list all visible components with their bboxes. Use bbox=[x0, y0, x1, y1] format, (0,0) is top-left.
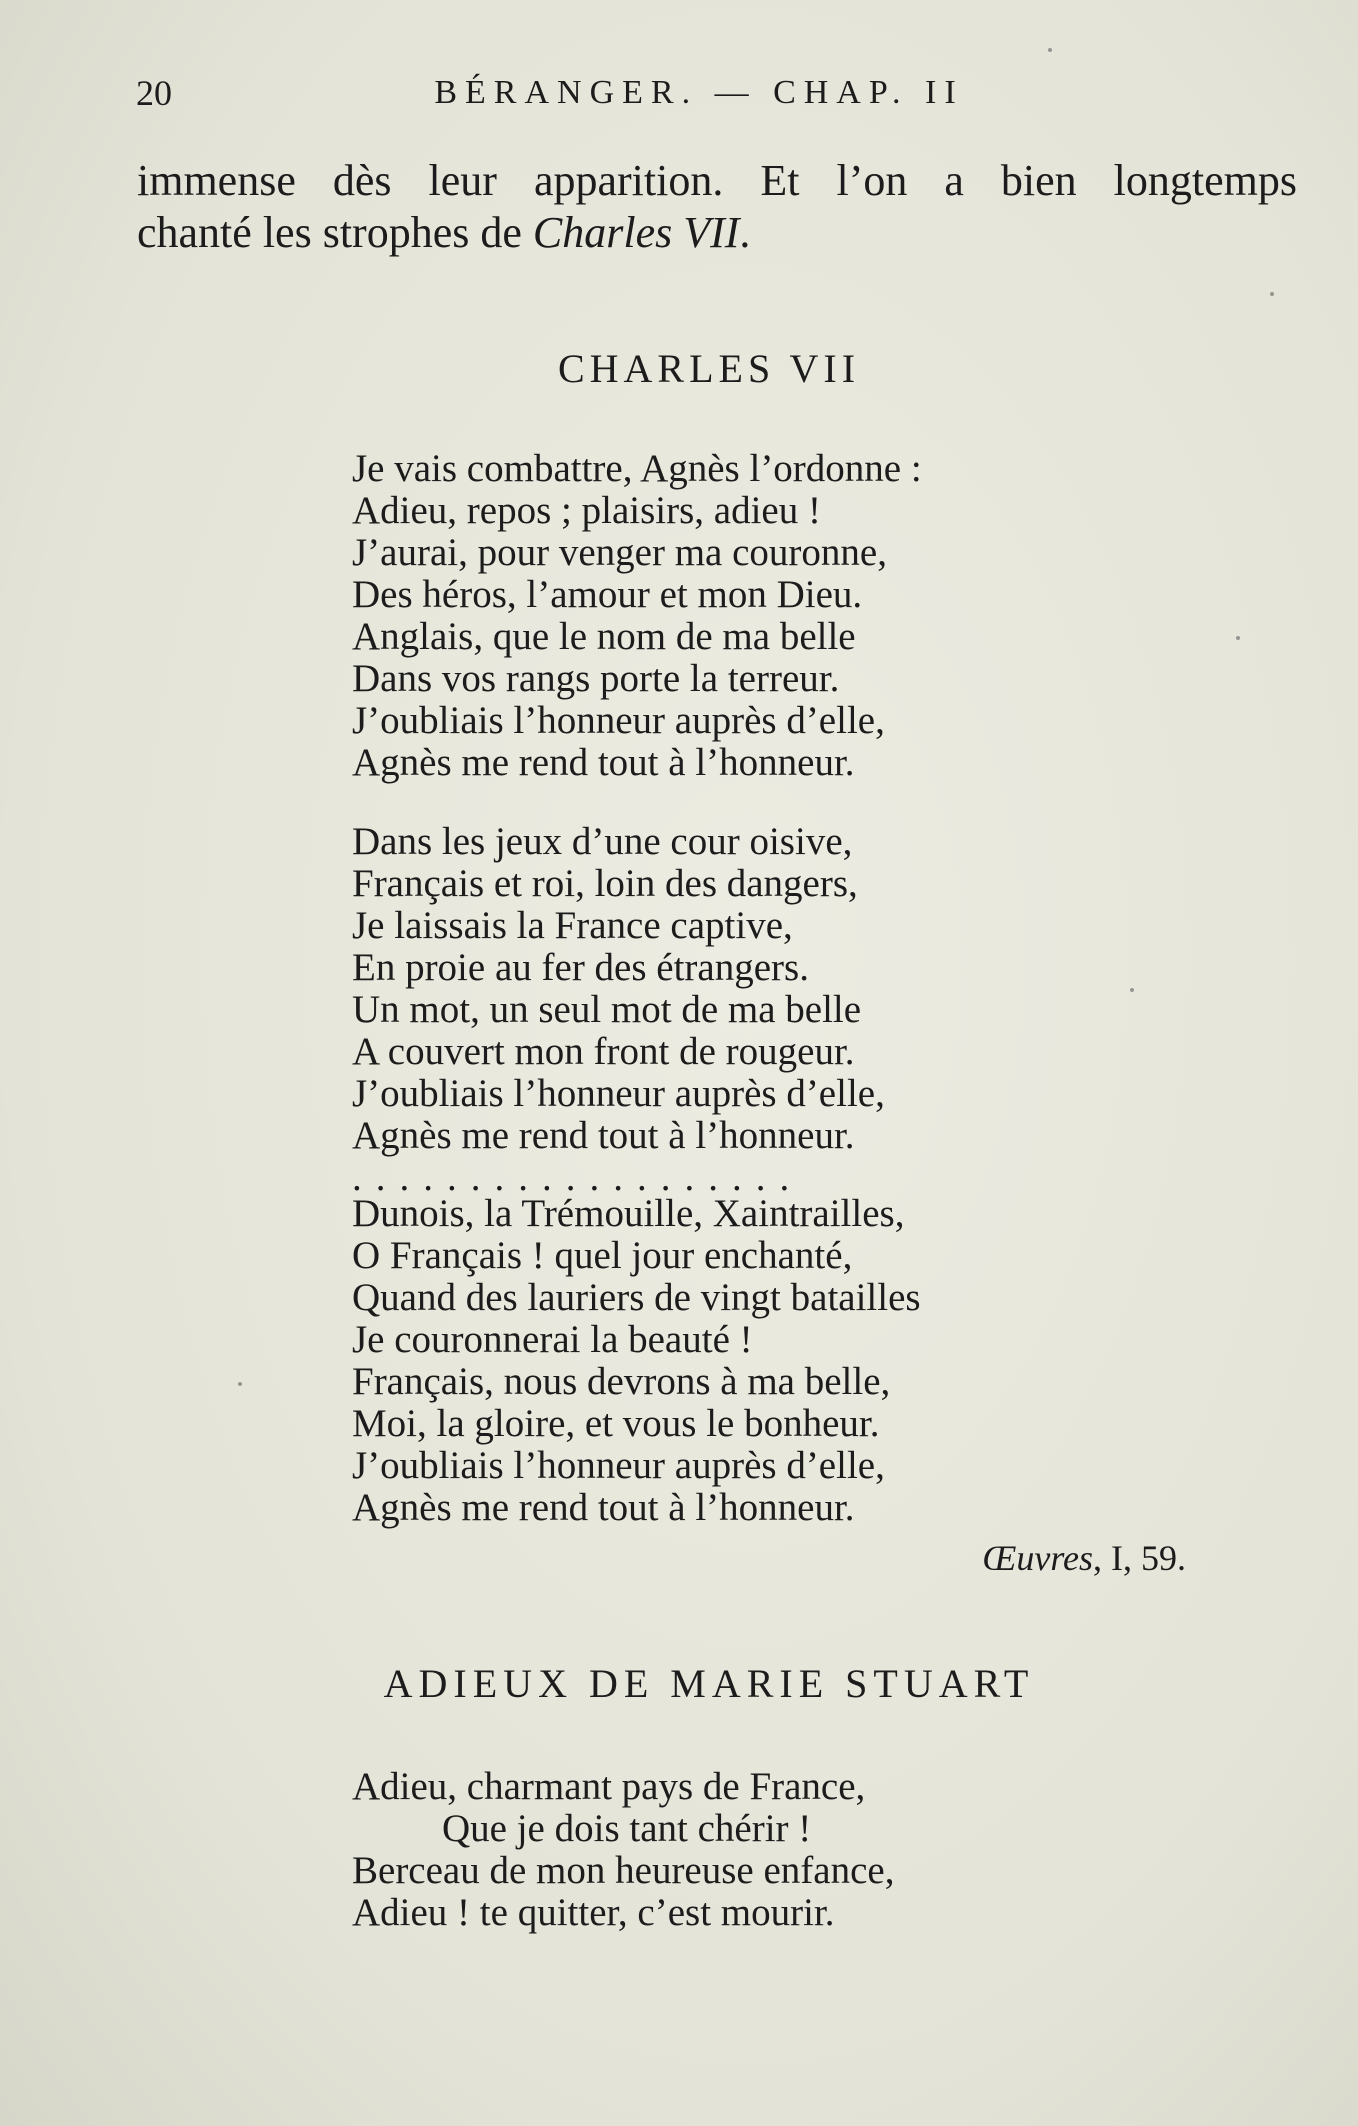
omission-dots: ................... bbox=[352, 1156, 804, 1199]
verse-line: Français et roi, loin des dangers, bbox=[352, 862, 858, 905]
verse-line: Moi, la gloire, et vous le bonheur. bbox=[352, 1402, 880, 1445]
poem-title: ADIEUX DE MARIE STUART bbox=[383, 1661, 1035, 1706]
verse-line: Des héros, l’amour et mon Dieu. bbox=[352, 573, 863, 616]
verse-line: J’oubliais l’honneur auprès d’elle, bbox=[352, 1444, 885, 1487]
source-reference: , I, 59. bbox=[1093, 1538, 1186, 1578]
source-title-italic: Œuvres bbox=[982, 1538, 1093, 1578]
intro-text: . bbox=[739, 208, 751, 257]
verse-line: Adieu ! te quitter, c’est mourir. bbox=[352, 1891, 835, 1934]
verse-line: Dans les jeux d’une cour oisive, bbox=[352, 820, 853, 863]
verse-line: J’oubliais l’honneur auprès d’elle, bbox=[352, 699, 885, 742]
verse-line: J’aurai, pour venger ma couronne, bbox=[352, 531, 887, 574]
verse-line: Dans vos rangs porte la terreur. bbox=[352, 657, 840, 700]
poem-title: CHARLES VII bbox=[557, 346, 861, 391]
verse-line: A couvert mon front de rougeur. bbox=[352, 1030, 855, 1073]
verse-line: Je couronnerai la beauté ! bbox=[352, 1318, 753, 1361]
poem-charles-vii bbox=[352, 448, 922, 1566]
stanza bbox=[352, 821, 922, 1157]
verse-line: Quand des lauriers de vingt batailles bbox=[352, 1276, 921, 1319]
stanza bbox=[352, 448, 922, 784]
work-title-italic: Charles VII bbox=[532, 208, 740, 257]
source-citation bbox=[982, 1537, 1186, 1579]
verse-line: Agnès me rend tout à l’honneur. bbox=[352, 741, 855, 784]
stanza bbox=[352, 1193, 922, 1529]
intro-text: chanté les strophes de bbox=[137, 208, 533, 257]
paper-speck bbox=[1270, 292, 1274, 296]
verse-line: Agnès me rend tout à l’honneur. bbox=[352, 1486, 855, 1529]
verse-line: En proie au fer des étrangers. bbox=[352, 946, 809, 989]
verse-line: Un mot, un seul mot de ma belle bbox=[352, 988, 862, 1031]
verse-line: J’oubliais l’honneur auprès d’elle, bbox=[352, 1072, 885, 1115]
verse-line: Adieu, repos ; plaisirs, adieu ! bbox=[352, 489, 821, 532]
verse-line: Anglais, que le nom de ma belle bbox=[352, 615, 856, 658]
paper-speck bbox=[1048, 48, 1052, 52]
verse-line: Berceau de mon heureuse enfance, bbox=[352, 1849, 895, 1892]
verse-line: Je vais combattre, Agnès l’ordonne : bbox=[352, 447, 922, 490]
verse-line: Français, nous devrons à ma belle, bbox=[352, 1360, 891, 1403]
paper-speck bbox=[238, 1382, 242, 1386]
verse-line: Agnès me rend tout à l’honneur. bbox=[352, 1114, 855, 1157]
intro-paragraph bbox=[137, 155, 1297, 259]
page-header bbox=[0, 72, 1358, 132]
poem-marie-stuart bbox=[352, 1766, 894, 1934]
verse-line: Je laissais la France captive, bbox=[352, 904, 793, 947]
verse-line: Adieu, charmant pays de France, bbox=[352, 1765, 866, 1808]
paper-speck bbox=[1236, 636, 1240, 640]
verse-line: Dunois, la Trémouille, Xaintrailles, bbox=[352, 1192, 905, 1235]
paper-speck bbox=[1130, 988, 1134, 992]
running-head: BÉRANGER. — CHAP. II bbox=[434, 74, 964, 111]
verse-line: O Français ! quel jour enchanté, bbox=[352, 1234, 853, 1277]
intro-line bbox=[137, 207, 1297, 259]
page-number: 20 bbox=[136, 73, 172, 113]
intro-line: immense dès leur apparition. Et l’on a bien longtemps bbox=[137, 156, 1297, 205]
verse-line: Que je dois tant chérir ! bbox=[442, 1807, 812, 1850]
